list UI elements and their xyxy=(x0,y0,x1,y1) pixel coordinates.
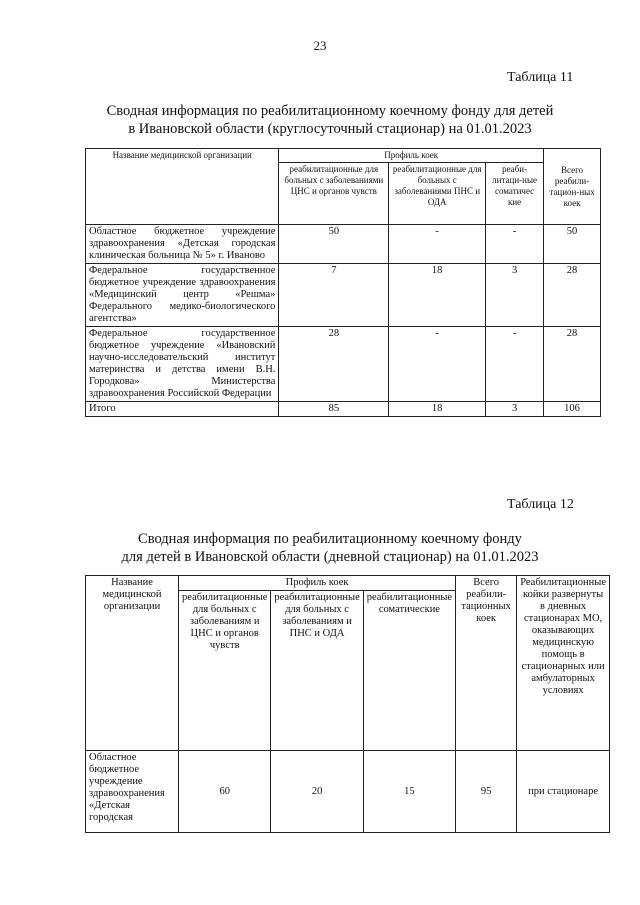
t12-row1-deployed: при стационаре xyxy=(517,751,610,833)
t12-row1-total: 95 xyxy=(456,751,517,833)
table-row xyxy=(86,751,610,833)
t11-header-profile: Профиль коек xyxy=(279,149,544,163)
t11-total-label: Итого xyxy=(86,402,279,417)
t11-row3-cns: 28 xyxy=(279,327,389,402)
t11-row3-total: 28 xyxy=(544,327,601,402)
table-12-title-line1: Сводная информация по реабилитационному коечному фонду xyxy=(138,531,522,547)
t12-header-deployed: Реабилитационные койки развернуты в дневных стационарах МО, оказывающих медицинскую помощь в стационарных или амбулаторных условиях xyxy=(517,576,610,751)
t12-row1-cns: 60 xyxy=(179,751,271,833)
t11-row1-org: Областное бюджетное учреждение здравоохранения «Детская городская клиническая больница № 5» г. Иваново xyxy=(86,225,279,264)
table-11-title-line2: в Ивановской области (круглосуточный стационар) на 01.01.2023 xyxy=(128,121,532,137)
t11-header-cns: реабилитационные для больных с заболеваниями ЦНС и органов чувств xyxy=(279,163,389,225)
t11-row1-pns: - xyxy=(389,225,486,264)
t11-row2-cns: 7 xyxy=(279,264,389,327)
table-total-row xyxy=(86,402,601,417)
table-11-label: Таблица 11 xyxy=(507,70,574,85)
table-11-title-line1: Сводная информация по реабилитационному коечному фонду для детей xyxy=(106,103,554,119)
t11-row3-somatic: - xyxy=(486,327,544,402)
page-number: 23 xyxy=(313,38,327,53)
t11-row2-somatic: 3 xyxy=(486,264,544,327)
t12-header-org: Название медицинской организации xyxy=(86,576,179,751)
t12-header-total: Всего реабили-тационных коек xyxy=(456,576,517,751)
t11-row2-pns: 18 xyxy=(389,264,486,327)
t11-row1-total: 50 xyxy=(544,225,601,264)
table-11-title xyxy=(60,102,600,138)
t11-row1-cns: 50 xyxy=(279,225,389,264)
t11-total-total: 106 xyxy=(544,402,601,417)
table-row xyxy=(86,225,601,264)
table-row xyxy=(86,264,601,327)
t11-header-org: Название медицинской организации xyxy=(86,149,279,225)
table-11 xyxy=(85,148,601,417)
t11-total-somatic: 3 xyxy=(486,402,544,417)
table-12-label: Таблица 12 xyxy=(507,497,574,512)
table-12 xyxy=(85,575,610,833)
t12-header-somatic: реабилитационные соматические xyxy=(363,591,455,751)
t11-header-pns: реабилитационные для больных с заболеваниями ПНС и ОДА xyxy=(389,163,486,225)
t11-row2-total: 28 xyxy=(544,264,601,327)
t11-total-cns: 85 xyxy=(279,402,389,417)
t11-header-somatic: реаби-литаци-ные соматичес кие xyxy=(486,163,544,225)
t11-total-pns: 18 xyxy=(389,402,486,417)
t12-header-pns: реабилитационные для больных с заболеваниям и ПНС и ОДА xyxy=(271,591,363,751)
t11-row1-somatic: - xyxy=(486,225,544,264)
t11-row3-pns: - xyxy=(389,327,486,402)
t12-row1-org: Областное бюджетное учреждение здравоохранения «Детская городская xyxy=(86,751,179,833)
table-12-title-line2: для детей в Ивановской области (дневной стационар) на 01.01.2023 xyxy=(121,549,539,565)
t11-row2-org: Федеральное государственное бюджетное учреждение здравоохранения «Медицинский центр «Решма» Федерального медико-биологического агентства» xyxy=(86,264,279,327)
t12-header-cns: реабилитационные для больных с заболеваниям и ЦНС и органов чувств xyxy=(179,591,271,751)
table-12-title xyxy=(60,530,600,566)
table-row xyxy=(86,327,601,402)
t12-row1-somatic: 15 xyxy=(363,751,455,833)
t12-header-profile: Профиль коек xyxy=(179,576,456,591)
t11-header-total: Всего реабили-тацион-ных коек xyxy=(544,149,601,225)
t12-row1-pns: 20 xyxy=(271,751,363,833)
t11-row3-org: Федеральное государственное бюджетное учреждение «Ивановский научно-исследовательский институт материнства и детства имени В.Н. Городкова» Министерства здравоохранения Российской Федерации xyxy=(86,327,279,402)
